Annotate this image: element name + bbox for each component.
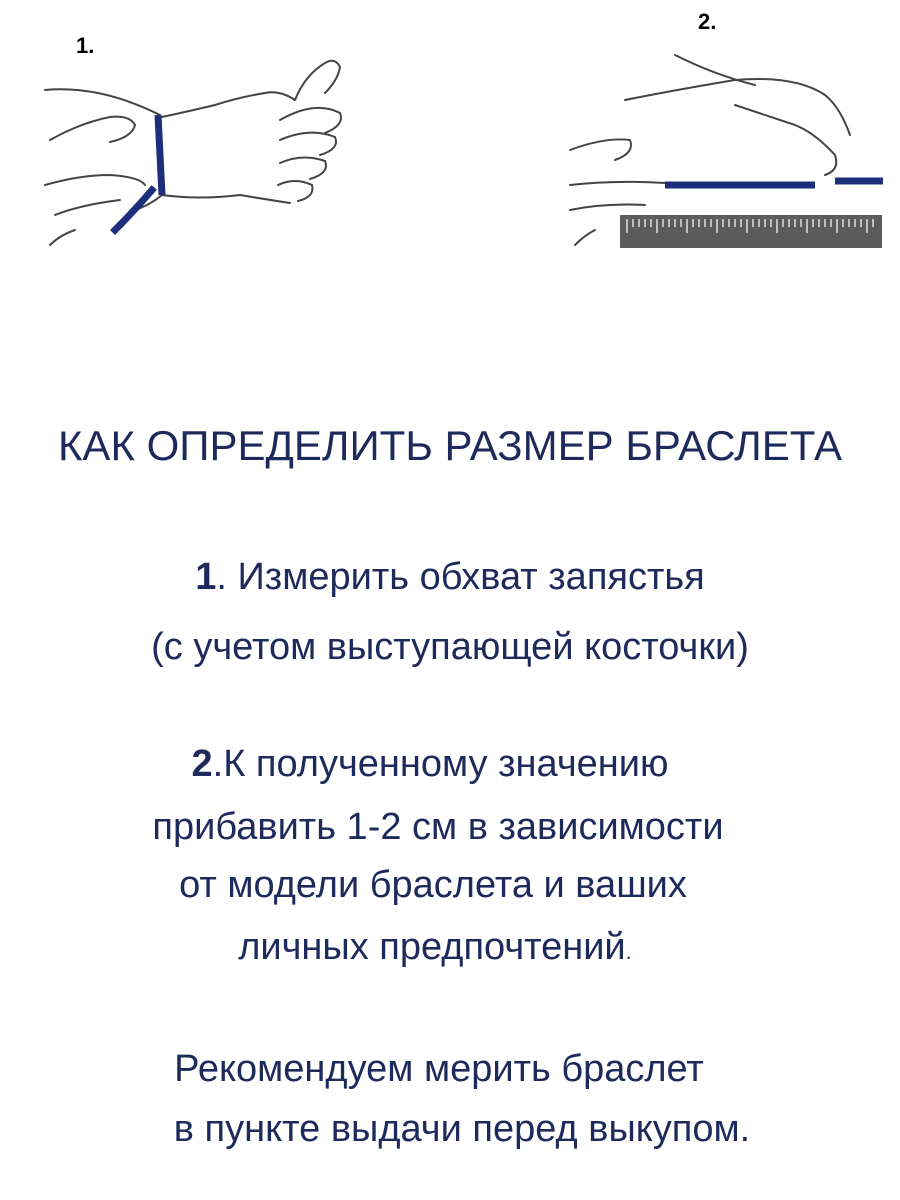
instruction-2-line-4-period: .: [625, 939, 632, 964]
wrist-measure-illustration: [40, 45, 370, 265]
tape-icon: [158, 115, 162, 195]
step-2-label: 2.: [698, 9, 717, 34]
page-title: КАК ОПРЕДЕЛИТЬ РАЗМЕР БРАСЛЕТА: [57, 422, 843, 469]
recommendation-line-1: Рекомендуем мерить браслет: [174, 1048, 704, 1090]
instruction-2-line-4-text: личных предпочтений: [238, 926, 626, 968]
instruction-2-line-2: прибавить 1-2 см в зависимости: [152, 806, 724, 848]
instruction-1-line-2: (с учетом выступающей косточки): [151, 626, 749, 668]
instruction-1-text: . Измерить обхват запястья: [216, 556, 705, 598]
instruction-1-line-1: [0, 558, 900, 596]
instruction-2-line-3: от модели браслета и ваших: [179, 864, 687, 906]
instruction-2-line-1: [0, 745, 880, 783]
ruler-measure-illustration: [565, 45, 890, 260]
instruction-2-number: 2: [191, 743, 213, 785]
instruction-2-line-4: [0, 928, 885, 966]
instruction-2-text: .К полученному значению: [212, 743, 669, 785]
instruction-1-number: 1: [195, 556, 217, 598]
step-1-label: 1.: [76, 33, 95, 58]
hand-outline-icon: [45, 61, 341, 245]
recommendation-line-2: в пункте выдачи перед выкупом.: [173, 1108, 751, 1150]
